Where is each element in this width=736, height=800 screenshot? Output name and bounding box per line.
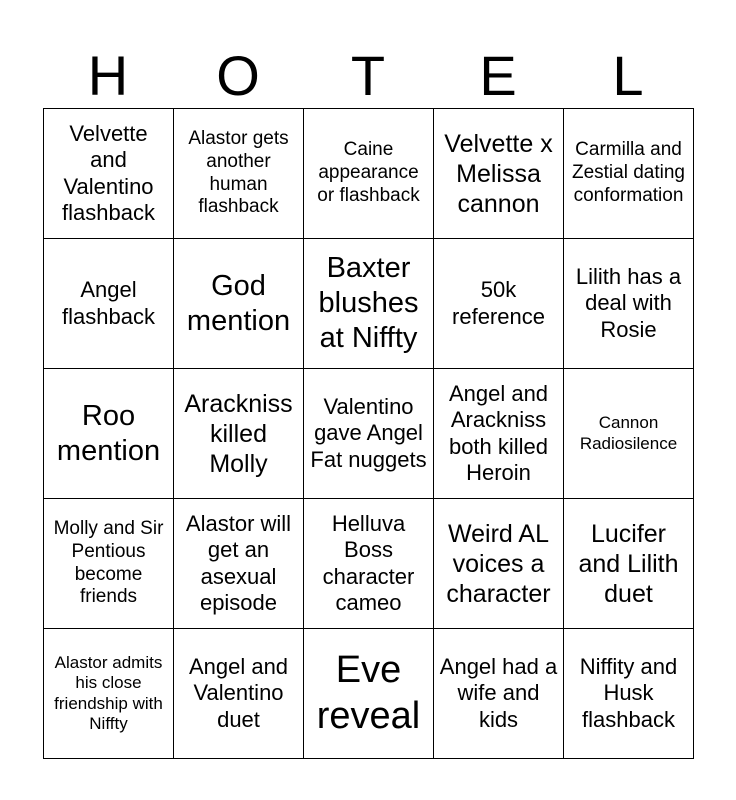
bingo-cell[interactable]: Alastor will get an asexual episode bbox=[174, 499, 304, 629]
bingo-cell[interactable]: Velvette and Valentino flashback bbox=[44, 109, 174, 239]
bingo-board bbox=[43, 108, 694, 759]
bingo-cell[interactable]: Baxter blushes at Niffty bbox=[304, 239, 434, 369]
header-letter-h: H bbox=[87, 44, 129, 107]
bingo-cell[interactable]: Angel flashback bbox=[44, 239, 174, 369]
board-row bbox=[44, 369, 694, 499]
header-letter-t: T bbox=[350, 44, 386, 107]
bingo-cell[interactable]: Velvette x Melissa cannon bbox=[434, 109, 564, 239]
bingo-cell[interactable]: Valentino gave Angel Fat nuggets bbox=[304, 369, 434, 499]
bingo-cell[interactable]: Cannon Radiosilence bbox=[564, 369, 694, 499]
bingo-cell[interactable]: Molly and Sir Pentious become friends bbox=[44, 499, 174, 629]
bingo-cell[interactable]: Angel had a wife and kids bbox=[434, 629, 564, 759]
bingo-cell[interactable]: Lilith has a deal with Rosie bbox=[564, 239, 694, 369]
bingo-cell[interactable]: Angel and Valentino duet bbox=[174, 629, 304, 759]
header-letter-o: O bbox=[216, 44, 260, 107]
bingo-cell[interactable]: Arackniss killed Molly bbox=[174, 369, 304, 499]
bingo-cell[interactable]: Weird AL voices a character bbox=[434, 499, 564, 629]
board-row bbox=[44, 109, 694, 239]
bingo-cell[interactable]: Alastor admits his close friendship with Niffty bbox=[44, 629, 174, 759]
bingo-cell[interactable]: Caine appearance or flashback bbox=[304, 109, 434, 239]
bingo-cell[interactable]: Alastor gets another human flashback bbox=[174, 109, 304, 239]
bingo-cell[interactable]: Lucifer and Lilith duet bbox=[564, 499, 694, 629]
board-row bbox=[44, 499, 694, 629]
bingo-cell[interactable]: God mention bbox=[174, 239, 304, 369]
bingo-cell[interactable]: Eve reveal bbox=[304, 629, 434, 759]
board-row bbox=[44, 239, 694, 369]
bingo-cell[interactable]: Niffity and Husk flashback bbox=[564, 629, 694, 759]
header-letter-l: L bbox=[612, 44, 644, 107]
bingo-cell[interactable]: 50k reference bbox=[434, 239, 564, 369]
bingo-cell[interactable]: Helluva Boss character cameo bbox=[304, 499, 434, 629]
header-letter-e: E bbox=[479, 44, 517, 107]
bingo-cell[interactable]: Carmilla and Zestial dating conformation bbox=[564, 109, 694, 239]
bingo-header bbox=[43, 44, 693, 108]
bingo-cell[interactable]: Roo mention bbox=[44, 369, 174, 499]
board-row bbox=[44, 629, 694, 759]
bingo-cell[interactable]: Angel and Arackniss both killed Heroin bbox=[434, 369, 564, 499]
